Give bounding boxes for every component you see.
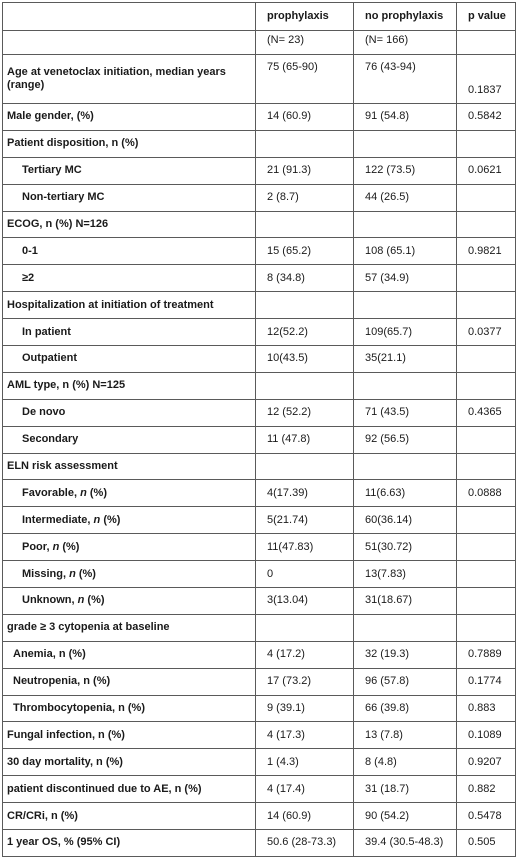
cell-prophylaxis: 11 (47.8) [256, 426, 354, 453]
row-label-italic: n [69, 567, 76, 580]
table-row [3, 668, 516, 695]
row-label [3, 480, 256, 507]
cell-p-value: 0.0888 [457, 480, 516, 507]
row-label-text: Favorable, [22, 486, 81, 499]
cell-prophylaxis [256, 372, 354, 399]
row-label-text: Non-tertiary MC [22, 191, 105, 204]
table-row [3, 453, 516, 480]
table-subheader-row [3, 31, 516, 55]
cell-prophylaxis [256, 130, 354, 157]
cell-prophylaxis: 17 (73.2) [256, 668, 354, 695]
cell-no-prophylaxis [354, 372, 457, 399]
row-label-text: Patient disposition, n (%) [7, 137, 139, 150]
row-label [3, 426, 256, 453]
cell-prophylaxis: 2 (8.7) [256, 184, 354, 211]
row-label-text: AML type, n (%) N=125 [7, 379, 126, 392]
row-label-text: Outpatient [22, 352, 77, 365]
table-row [3, 480, 516, 507]
table-row [3, 641, 516, 668]
cell-prophylaxis: 14 (60.9) [256, 104, 354, 131]
row-label-text: Secondary [22, 433, 79, 446]
row-label [3, 668, 256, 695]
table-row [3, 695, 516, 722]
row-label-text: 0-1 [22, 244, 38, 257]
row-label-text: Missing, [22, 567, 70, 580]
cell-prophylaxis [256, 211, 354, 238]
row-label-text: ≥2 [22, 271, 35, 284]
row-label-tail: (%) [75, 567, 96, 580]
cell-no-prophylaxis: 71 (43.5) [354, 399, 457, 426]
row-label-tail: (%) [59, 540, 80, 553]
cell-no-prophylaxis: 122 (73.5) [354, 157, 457, 184]
cell-p-value: 0.9821 [457, 238, 516, 265]
cell-p-value: 0.0621 [457, 157, 516, 184]
cell-p-value [457, 184, 516, 211]
cell-no-prophylaxis: 13(7.83) [354, 561, 457, 588]
table-row [3, 104, 516, 131]
cell-no-prophylaxis: 90 (54.2) [354, 803, 457, 830]
row-label [3, 614, 256, 641]
cell-no-prophylaxis: 76 (43-94) [354, 55, 457, 104]
table-row [3, 265, 516, 292]
row-label-tail: (%) [100, 513, 121, 526]
table-row [3, 55, 516, 104]
row-label [3, 238, 256, 265]
patient-characteristics-table [2, 2, 516, 857]
row-label [3, 641, 256, 668]
subheader-p-empty [457, 31, 516, 55]
table-row [3, 588, 516, 615]
cell-p-value [457, 211, 516, 238]
cell-prophylaxis: 12 (52.2) [256, 399, 354, 426]
row-label-tail: (%) [84, 594, 105, 607]
cell-p-value: 0.882 [457, 776, 516, 803]
row-label-text: Thrombocytopenia, n (%) [13, 702, 145, 715]
table-row [3, 211, 516, 238]
cell-prophylaxis [256, 453, 354, 480]
cell-no-prophylaxis [354, 614, 457, 641]
cell-p-value [457, 507, 516, 534]
row-label [3, 319, 256, 346]
cell-prophylaxis: 75 (65-90) [256, 55, 354, 104]
row-label-text: grade ≥ 3 cytopenia at baseline [7, 621, 170, 634]
cell-p-value: 0.5478 [457, 803, 516, 830]
row-label-text: ECOG, n (%) N=126 [7, 218, 109, 230]
cell-p-value [457, 534, 516, 561]
cell-p-value [457, 292, 516, 319]
row-label-text: Poor, [22, 540, 53, 553]
cell-prophylaxis: 21 (91.3) [256, 157, 354, 184]
header-p-value: p value [457, 3, 516, 31]
row-label [3, 507, 256, 534]
cell-no-prophylaxis [354, 130, 457, 157]
cell-no-prophylaxis: 60(36.14) [354, 507, 457, 534]
table-row [3, 803, 516, 830]
cell-p-value [457, 614, 516, 641]
table-container [2, 2, 516, 857]
row-label-text: Hospitalization at initiation of treatment [7, 298, 214, 311]
cell-p-value: 0.1089 [457, 722, 516, 749]
table-row [3, 507, 516, 534]
row-label [3, 157, 256, 184]
row-label-text: 1 year OS, % (95% CI) [7, 836, 121, 849]
cell-no-prophylaxis: 44 (26.5) [354, 184, 457, 211]
cell-p-value: 0.5842 [457, 104, 516, 131]
table-row [3, 722, 516, 749]
row-label [3, 695, 256, 722]
row-label [3, 534, 256, 561]
cell-no-prophylaxis: 108 (65.1) [354, 238, 457, 265]
cell-p-value [457, 561, 516, 588]
cell-p-value: 0.883 [457, 695, 516, 722]
subheader-no-prophylaxis-n: (N= 166) [354, 31, 457, 55]
header-no-prophylaxis: no prophylaxis [354, 3, 457, 31]
cell-p-value [457, 588, 516, 615]
row-label [3, 292, 256, 319]
table-header-row [3, 3, 516, 31]
table-row [3, 614, 516, 641]
cell-p-value [457, 130, 516, 157]
row-label-italic: n [52, 540, 60, 553]
cell-prophylaxis [256, 614, 354, 641]
cell-p-value: 0.0377 [457, 319, 516, 346]
cell-prophylaxis: 14 (60.9) [256, 803, 354, 830]
cell-prophylaxis: 50.6 (28-73.3) [256, 830, 354, 857]
row-label [3, 184, 256, 211]
row-label-italic: n [77, 594, 85, 607]
table-row [3, 830, 516, 857]
cell-prophylaxis: 5(21.74) [256, 507, 354, 534]
table-row [3, 372, 516, 399]
row-label [3, 130, 256, 157]
cell-no-prophylaxis [354, 292, 457, 319]
table-row [3, 561, 516, 588]
row-label [3, 453, 256, 480]
table-row [3, 426, 516, 453]
cell-prophylaxis: 15 (65.2) [256, 238, 354, 265]
row-label-italic: n [93, 513, 101, 526]
cell-no-prophylaxis: 32 (19.3) [354, 641, 457, 668]
cell-no-prophylaxis [354, 453, 457, 480]
cell-p-value [457, 453, 516, 480]
row-label-text: Tertiary MC [22, 164, 82, 177]
cell-p-value: 0.1837 [457, 55, 516, 104]
row-label-text: Male gender, (%) [7, 110, 94, 123]
table-row [3, 534, 516, 561]
table-row [3, 399, 516, 426]
row-label-text: Intermediate, [22, 513, 94, 526]
cell-no-prophylaxis: 66 (39.8) [354, 695, 457, 722]
cell-no-prophylaxis: 51(30.72) [354, 534, 457, 561]
cell-prophylaxis [256, 292, 354, 319]
row-label [3, 104, 256, 131]
table-row [3, 157, 516, 184]
cell-p-value: 0.9207 [457, 749, 516, 776]
table-row [3, 749, 516, 776]
cell-no-prophylaxis: 109(65.7) [354, 319, 457, 346]
subheader-prophylaxis-n: (N= 23) [256, 31, 354, 55]
row-label-text: Anemia, n (%) [13, 648, 86, 661]
row-label [3, 265, 256, 292]
cell-no-prophylaxis: 92 (56.5) [354, 426, 457, 453]
cell-no-prophylaxis: 39.4 (30.5-48.3) [354, 830, 457, 857]
row-label-text: In patient [22, 325, 71, 338]
cell-no-prophylaxis: 31 (18.7) [354, 776, 457, 803]
cell-no-prophylaxis: 35(21.1) [354, 346, 457, 373]
row-label-text: ELN risk assessment [7, 460, 118, 473]
cell-p-value [457, 265, 516, 292]
row-label-text: Neutropenia, n (%) [13, 675, 111, 688]
table-row [3, 776, 516, 803]
cell-p-value: 0.7889 [457, 641, 516, 668]
table-row [3, 130, 516, 157]
cell-prophylaxis: 4 (17.3) [256, 722, 354, 749]
row-label-text: Fungal infection, n (%) [7, 728, 125, 741]
cell-p-value: 0.505 [457, 830, 516, 857]
header-prophylaxis: prophylaxis [256, 3, 354, 31]
row-label [3, 372, 256, 399]
cell-prophylaxis: 12(52.2) [256, 319, 354, 346]
subheader-empty [3, 31, 256, 55]
cell-p-value: 0.4365 [457, 399, 516, 426]
cell-no-prophylaxis: 11(6.63) [354, 480, 457, 507]
row-label-text: De novo [22, 406, 66, 419]
row-label-text: Age at venetoclax initiation, median years (range) [7, 66, 226, 91]
cell-no-prophylaxis: 8 (4.8) [354, 749, 457, 776]
row-label-text: CR/CRi, n (%) [7, 809, 78, 822]
cell-prophylaxis: 11(47.83) [256, 534, 354, 561]
row-label [3, 346, 256, 373]
header-characteristic [3, 3, 256, 31]
row-label-tail: (%) [86, 486, 107, 499]
cell-prophylaxis: 0 [256, 561, 354, 588]
table-row [3, 346, 516, 373]
cell-prophylaxis: 3(13.04) [256, 588, 354, 615]
cell-prophylaxis: 8 (34.8) [256, 265, 354, 292]
cell-no-prophylaxis: 57 (34.9) [354, 265, 457, 292]
table-row [3, 292, 516, 319]
cell-no-prophylaxis: 31(18.67) [354, 588, 457, 615]
row-label [3, 830, 256, 857]
cell-prophylaxis: 4(17.39) [256, 480, 354, 507]
cell-prophylaxis: 4 (17.2) [256, 641, 354, 668]
row-label [3, 55, 256, 104]
row-label [3, 803, 256, 830]
cell-p-value [457, 426, 516, 453]
row-label [3, 399, 256, 426]
cell-p-value [457, 346, 516, 373]
table-row [3, 319, 516, 346]
row-label-text: patient discontinued due to AE, n (%) [7, 782, 202, 795]
cell-p-value: 0.1774 [457, 668, 516, 695]
cell-no-prophylaxis: 91 (54.8) [354, 104, 457, 131]
cell-no-prophylaxis: 96 (57.8) [354, 668, 457, 695]
row-label [3, 722, 256, 749]
row-label [3, 211, 256, 238]
table-row [3, 184, 516, 211]
cell-prophylaxis: 9 (39.1) [256, 695, 354, 722]
row-label [3, 588, 256, 615]
row-label-text: 30 day mortality, n (%) [7, 755, 123, 768]
row-label [3, 561, 256, 588]
cell-no-prophylaxis: 13 (7.8) [354, 722, 457, 749]
cell-p-value [457, 372, 516, 399]
row-label [3, 749, 256, 776]
row-label [3, 776, 256, 803]
cell-prophylaxis: 1 (4.3) [256, 749, 354, 776]
table-row [3, 238, 516, 265]
row-label-italic: n [80, 486, 87, 499]
cell-no-prophylaxis [354, 211, 457, 238]
row-label-text: Unknown, [22, 594, 78, 607]
cell-prophylaxis: 4 (17.4) [256, 776, 354, 803]
cell-prophylaxis: 10(43.5) [256, 346, 354, 373]
